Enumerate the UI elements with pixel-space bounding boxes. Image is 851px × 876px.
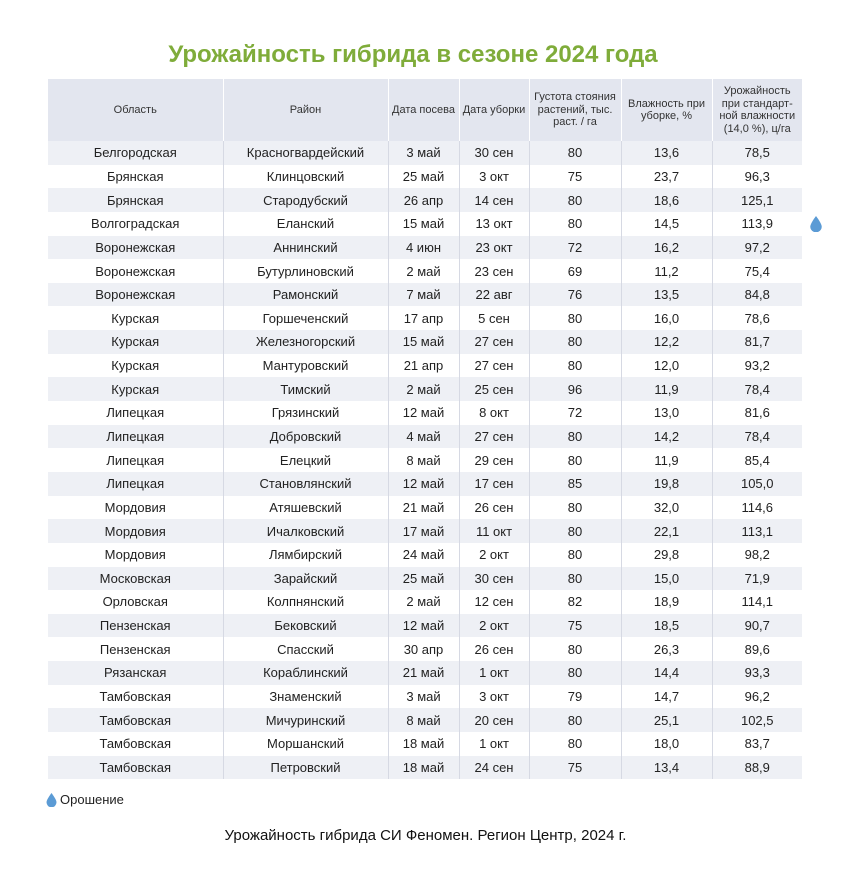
table-row (48, 330, 802, 354)
cell-harvest-date: 2 окт (459, 614, 529, 638)
cell-district: Атяшевский (223, 496, 388, 520)
cell-district: Колпнянский (223, 590, 388, 614)
table-row (48, 377, 802, 401)
cell-district: Еланский (223, 212, 388, 236)
cell-region: Тамбовская (48, 756, 223, 780)
cell-yield: 81,7 (712, 330, 802, 354)
cell-harvest-date: 5 сен (459, 306, 529, 330)
cell-plant-density: 80 (529, 448, 621, 472)
cell-yield: 78,4 (712, 377, 802, 401)
cell-region: Пензенская (48, 637, 223, 661)
cell-sowing-date: 24 май (388, 543, 459, 567)
cell-sowing-date: 17 май (388, 519, 459, 543)
cell-yield: 78,6 (744, 310, 770, 326)
cell-harvest-moisture: 13,0 (621, 401, 712, 425)
table-row (48, 212, 802, 236)
table-row (48, 708, 802, 732)
cell-yield: 89,6 (744, 641, 770, 657)
cell-yield: 114,1 (741, 594, 774, 610)
table-row (48, 354, 802, 378)
cell-plant-density: 80 (529, 637, 621, 661)
cell-sowing-date: 25 май (388, 567, 459, 591)
cell-yield: 84,8 (712, 283, 802, 307)
cell-region: Курская (48, 330, 223, 354)
cell-region: Тамбовская (48, 708, 223, 732)
cell-region: Пензенская (48, 614, 223, 638)
cell-region: Липецкая (48, 401, 223, 425)
cell-district: Клинцовский (223, 165, 388, 189)
cell-yield: 93,3 (712, 661, 802, 685)
cell-yield: 97,2 (712, 236, 802, 260)
cell-yield: 90,7 (712, 614, 802, 638)
cell-harvest-moisture: 13,6 (621, 141, 712, 165)
cell-harvest-date: 8 окт (459, 401, 529, 425)
cell-region: Липецкая (48, 472, 223, 496)
table-row (48, 165, 802, 189)
table-row (48, 614, 802, 638)
cell-region: Воронежская (48, 236, 223, 260)
cell-harvest-moisture: 25,1 (621, 708, 712, 732)
cell-district: Елецкий (223, 448, 388, 472)
cell-plant-density: 80 (529, 212, 621, 236)
cell-yield: 113,1 (712, 519, 802, 543)
cell-sowing-date: 2 май (388, 259, 459, 283)
cell-district: Зарайский (223, 567, 388, 591)
cell-region: Мордовия (48, 519, 223, 543)
cell-harvest-date: 12 сен (459, 590, 529, 614)
cell-harvest-moisture: 13,5 (621, 283, 712, 307)
cell-sowing-date: 18 май (388, 756, 459, 780)
table-row (48, 236, 802, 260)
cell-district: Тимский (223, 377, 388, 401)
cell-yield: 98,2 (744, 547, 770, 563)
table-row (48, 661, 802, 685)
cell-plant-density: 75 (529, 165, 621, 189)
cell-yield: 78,4 (712, 425, 802, 449)
table-row (48, 685, 802, 709)
cell-sowing-date: 15 май (388, 212, 459, 236)
table-header-row (48, 79, 802, 141)
table-row (48, 472, 802, 496)
column-header-yield: Урожайность при стандарт-ной влажности (14,0 %), ц/га (712, 79, 802, 141)
cell-region: Курская (48, 306, 223, 330)
cell-district: Грязинский (223, 401, 388, 425)
cell-harvest-moisture: 18,9 (621, 590, 712, 614)
cell-region: Тамбовская (48, 685, 223, 709)
cell-district: Ичалковский (223, 519, 388, 543)
cell-region: Белгородская (48, 141, 223, 165)
cell-district: Знаменский (223, 685, 388, 709)
cell-sowing-date: 26 апр (388, 188, 459, 212)
water-drop-icon (46, 793, 57, 807)
cell-region: Мордовия (48, 496, 223, 520)
cell-harvest-date: 2 окт (459, 543, 529, 567)
cell-harvest-date: 3 окт (459, 685, 529, 709)
cell-plant-density: 80 (529, 708, 621, 732)
cell-harvest-moisture: 16,0 (621, 306, 712, 330)
cell-harvest-date: 26 сен (459, 496, 529, 520)
table-row (48, 259, 802, 283)
legend (46, 792, 124, 807)
cell-harvest-date: 24 сен (459, 756, 529, 780)
cell-harvest-date: 30 сен (459, 567, 529, 591)
cell-yield (712, 212, 802, 236)
cell-plant-density: 80 (529, 661, 621, 685)
cell-plant-density: 80 (529, 425, 621, 449)
table-row (48, 188, 802, 212)
cell-yield: 102,5 (712, 708, 802, 732)
cell-district: Рамонский (223, 283, 388, 307)
cell-sowing-date: 21 май (388, 496, 459, 520)
cell-plant-density: 80 (529, 567, 621, 591)
cell-yield: 71,9 (712, 567, 802, 591)
cell-district: Красногвардейский (223, 141, 388, 165)
cell-district: Мичуринский (223, 708, 388, 732)
cell-sowing-date: 12 май (388, 614, 459, 638)
table-row (48, 425, 802, 449)
column-header-plant-density: Густота стояния растений, тыс. раст. / га (529, 79, 621, 141)
cell-plant-density: 69 (529, 259, 621, 283)
cell-harvest-date: 23 сен (459, 259, 529, 283)
cell-harvest-date: 11 окт (459, 519, 529, 543)
cell-plant-density: 72 (529, 401, 621, 425)
cell-harvest-date: 23 окт (459, 236, 529, 260)
cell-harvest-moisture: 22,1 (621, 519, 712, 543)
cell-yield: 88,9 (712, 756, 802, 780)
column-header-district: Район (223, 79, 388, 141)
cell-region: Курская (48, 354, 223, 378)
cell-district: Петровский (223, 756, 388, 780)
cell-harvest-moisture: 15,0 (621, 567, 712, 591)
cell-sowing-date: 17 апр (388, 306, 459, 330)
cell-harvest-moisture: 16,2 (621, 236, 712, 260)
cell-sowing-date: 8 май (388, 448, 459, 472)
cell-sowing-date: 3 май (388, 141, 459, 165)
cell-harvest-moisture: 26,3 (621, 637, 712, 661)
cell-harvest-date: 27 сен (459, 354, 529, 378)
cell-region: Воронежская (48, 283, 223, 307)
cell-harvest-date: 27 сен (459, 330, 529, 354)
column-header-harvest-date: Дата уборки (459, 79, 529, 141)
cell-yield: 114,6 (741, 499, 774, 515)
cell-district: Железногорский (223, 330, 388, 354)
cell-harvest-date: 22 авг (459, 283, 529, 307)
cell-harvest-moisture: 14,5 (621, 212, 712, 236)
cell-harvest-date: 3 окт (459, 165, 529, 189)
table-row (48, 448, 802, 472)
cell-plant-density: 85 (529, 472, 621, 496)
cell-harvest-moisture: 11,2 (621, 259, 712, 283)
legend-label: Орошение (60, 792, 124, 807)
cell-plant-density: 80 (529, 188, 621, 212)
cell-region: Мордовия (48, 543, 223, 567)
cell-harvest-date: 20 сен (459, 708, 529, 732)
table-row (48, 543, 802, 567)
cell-yield: 96,2 (744, 689, 770, 705)
table-row (48, 519, 802, 543)
cell-sowing-date: 30 апр (388, 637, 459, 661)
cell-harvest-moisture: 13,4 (621, 756, 712, 780)
column-header-region: Область (48, 79, 223, 141)
cell-harvest-date: 13 окт (459, 212, 529, 236)
cell-plant-density: 80 (529, 330, 621, 354)
cell-yield: 96,3 (744, 168, 770, 184)
cell-yield: 81,6 (744, 405, 770, 421)
cell-district: Горшеченский (223, 306, 388, 330)
cell-plant-density: 75 (529, 756, 621, 780)
cell-district: Мантуровский (223, 354, 388, 378)
cell-district: Кораблинский (223, 661, 388, 685)
cell-sowing-date: 18 май (388, 732, 459, 756)
cell-plant-density: 79 (529, 685, 621, 709)
cell-harvest-moisture: 14,7 (621, 685, 712, 709)
cell-plant-density: 80 (529, 306, 621, 330)
cell-harvest-date: 14 сен (459, 188, 529, 212)
cell-region: Тамбовская (48, 732, 223, 756)
table-row (48, 283, 802, 307)
cell-plant-density: 80 (529, 732, 621, 756)
cell-harvest-moisture: 14,4 (621, 661, 712, 685)
cell-sowing-date: 25 май (388, 165, 459, 189)
cell-yield: 75,4 (744, 263, 770, 279)
cell-harvest-moisture: 12,2 (621, 330, 712, 354)
cell-harvest-moisture: 19,8 (621, 472, 712, 496)
cell-sowing-date: 2 май (388, 377, 459, 401)
cell-harvest-moisture: 29,8 (621, 543, 712, 567)
table-row (48, 496, 802, 520)
cell-plant-density: 76 (529, 283, 621, 307)
cell-sowing-date: 21 май (388, 661, 459, 685)
table-row (48, 401, 802, 425)
cell-harvest-moisture: 11,9 (621, 448, 712, 472)
cell-harvest-date: 27 сен (459, 425, 529, 449)
cell-sowing-date: 15 май (388, 330, 459, 354)
table-row (48, 141, 802, 165)
table-row (48, 756, 802, 780)
cell-sowing-date: 8 май (388, 708, 459, 732)
table-row (48, 567, 802, 591)
yield-table (48, 79, 802, 779)
column-header-sowing-date: Дата посева (388, 79, 459, 141)
table-row (48, 306, 802, 330)
cell-harvest-moisture: 18,0 (621, 732, 712, 756)
cell-region: Орловская (48, 590, 223, 614)
cell-district: Моршанский (223, 732, 388, 756)
cell-harvest-moisture: 32,0 (621, 496, 712, 520)
cell-region: Московская (48, 567, 223, 591)
cell-harvest-moisture: 14,2 (621, 425, 712, 449)
cell-harvest-moisture: 18,5 (621, 614, 712, 638)
cell-sowing-date: 2 май (388, 590, 459, 614)
cell-district: Бековский (223, 614, 388, 638)
cell-region: Липецкая (48, 448, 223, 472)
cell-district: Аннинский (223, 236, 388, 260)
cell-sowing-date: 3 май (388, 685, 459, 709)
caption: Урожайность гибрида СИ Феномен. Регион Центр, 2024 г. (224, 827, 627, 844)
cell-plant-density: 75 (529, 614, 621, 638)
cell-yield: 105,0 (712, 472, 802, 496)
cell-sowing-date: 21 апр (388, 354, 459, 378)
cell-harvest-date: 17 сен (459, 472, 529, 496)
cell-plant-density: 80 (529, 496, 621, 520)
column-header-harvest-moisture: Влажность при уборке, % (621, 79, 712, 141)
cell-region: Брянская (48, 188, 223, 212)
cell-harvest-moisture: 12,0 (621, 354, 712, 378)
page-title: Урожайность гибрида в сезоне 2024 года (168, 41, 658, 68)
cell-plant-density: 82 (529, 590, 621, 614)
table-row (48, 637, 802, 661)
cell-district: Бутурлиновский (223, 259, 388, 283)
cell-district: Лямбирский (223, 543, 388, 567)
cell-yield: 85,4 (744, 452, 770, 468)
cell-region: Волгоградская (48, 212, 223, 236)
cell-sowing-date: 7 май (388, 283, 459, 307)
cell-harvest-moisture: 11,9 (621, 377, 712, 401)
cell-region: Рязанская (48, 661, 223, 685)
table-row (48, 590, 802, 614)
cell-region: Брянская (48, 165, 223, 189)
cell-district: Добровский (223, 425, 388, 449)
cell-harvest-date: 1 окт (459, 661, 529, 685)
cell-yield-value: 113,9 (741, 216, 774, 232)
cell-harvest-moisture: 18,6 (621, 188, 712, 212)
cell-sowing-date: 12 май (388, 472, 459, 496)
cell-district: Стародубский (223, 188, 388, 212)
cell-plant-density: 72 (529, 236, 621, 260)
cell-yield: 83,7 (744, 736, 770, 752)
cell-sowing-date: 4 июн (388, 236, 459, 260)
cell-plant-density: 80 (529, 141, 621, 165)
cell-harvest-date: 29 сен (459, 448, 529, 472)
cell-region: Курская (48, 377, 223, 401)
cell-plant-density: 80 (529, 543, 621, 567)
cell-district: Становлянский (223, 472, 388, 496)
cell-yield: 125,1 (712, 188, 802, 212)
cell-sowing-date: 12 май (388, 401, 459, 425)
cell-district: Спасский (223, 637, 388, 661)
cell-plant-density: 80 (529, 519, 621, 543)
cell-yield: 93,2 (744, 358, 770, 374)
water-drop-icon (808, 216, 824, 232)
cell-harvest-date: 25 сен (459, 377, 529, 401)
table-row (48, 732, 802, 756)
cell-region: Липецкая (48, 425, 223, 449)
cell-harvest-date: 1 окт (459, 732, 529, 756)
cell-plant-density: 96 (529, 377, 621, 401)
cell-harvest-moisture: 23,7 (621, 165, 712, 189)
cell-harvest-date: 30 сен (459, 141, 529, 165)
cell-plant-density: 80 (529, 354, 621, 378)
cell-harvest-date: 26 сен (459, 637, 529, 661)
cell-sowing-date: 4 май (388, 425, 459, 449)
cell-region: Воронежская (48, 259, 223, 283)
cell-yield: 78,5 (712, 141, 802, 165)
